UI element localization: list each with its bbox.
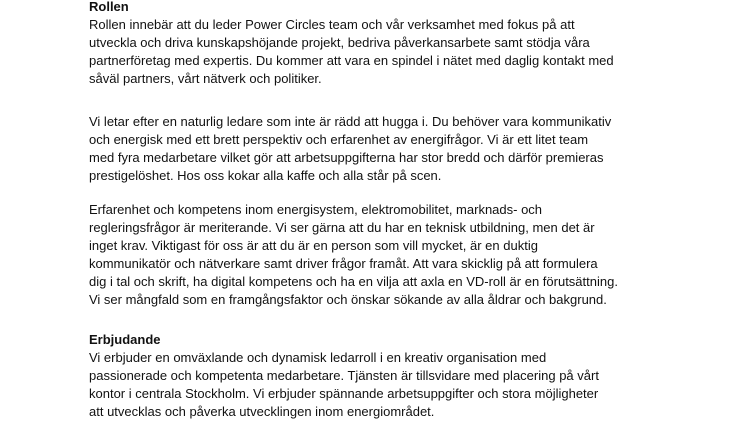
section-heading-rollen: Rollen [89,0,129,14]
text-line: utveckla och driva kunskapshöjande projekt, bedriva påverkansarbete samt stödja våra [89,35,590,50]
text-line: regleringsfrågor är meriterande. Vi ser gärna att du har en teknisk utbildning, men det är [89,220,595,235]
text-line: Erfarenhet och kompetens inom energisystem, elektromobilitet, marknads- och [89,202,543,217]
text-line: kommunikatör och nätverkare samt driver frågor framåt. Att vara skicklig på att formulera [89,256,598,271]
section-heading-erbjudande: Erbjudande [89,332,161,347]
text-line: dig i tal och skrift, ha digital kompetens och ha en vilja att axla en VD-roll är en förutsättning. [89,274,618,289]
text-line: såväl partners, vårt nätverk och politiker. [89,71,322,86]
text-line: och energisk med ett brett perspektiv och erfarenhet av energifrågor. Vi är ett litet team [89,132,589,147]
text-line: inget krav. Viktigast för oss är att du är en person som vill mycket, är en duktig [89,238,538,253]
text-line: Vi ser mångfald som en framgångsfaktor och önskar sökande av alla åldrar och bakgrund. [89,292,607,307]
text-line: Vi letar efter en naturlig ledare som inte är rädd att hugga i. Du behöver vara kommunikativ [89,114,612,129]
text-line: partnerföretag med expertis. Du kommer att vara en spindel i nätet med daglig kontakt med [89,53,614,68]
text-line: med fyra medarbetare vilket gör att arbetsuppgifterna har stor bredd och därför premieras [89,150,604,165]
paragraph-letar [89,113,611,185]
text-line: passionerade och kompetenta medarbetare. Tjänsten är tillsvidare med placering på vårt [89,368,599,383]
paragraph-erbjudande [89,349,599,421]
text-line: kontor i centrala Stockholm. Vi erbjuder spännande arbetsuppgifter och stora möjligheter [89,386,599,401]
paragraph-rollen [89,16,614,88]
text-line: Vi erbjuder en omväxlande och dynamisk ledarroll i en kreativ organisation med [89,350,547,365]
text-line: prestigelöshet. Hos oss kokar alla kaffe och alla står på scen. [89,168,442,183]
text-line: att utvecklas och påverka utvecklingen inom energiområdet. [89,404,435,419]
text-line: Rollen innebär att du leder Power Circles team och vår verksamhet med fokus på att [89,17,575,32]
paragraph-erfarenhet [89,201,618,309]
